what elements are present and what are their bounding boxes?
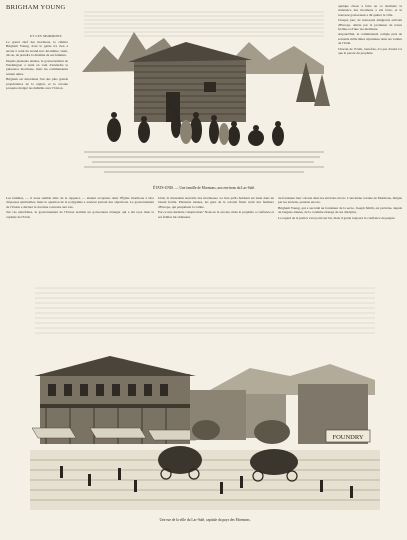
paragraph: Le regard de la justice s'est porté sur lui, mais il garde toujours la confiance du peuple. [278,215,396,220]
engraving-salt-lake-street-art [30,280,380,510]
bottom-figure-caption: Une rue de la ville du Lac-Salé, capitale du pays des Mormons. [159,518,251,522]
paragraph: Aujourd'hui, la communauté compte près de soixante mille âmes répandues dans les vallées de l'Utah. [338,32,402,46]
paragraph: Sur ces entrefaites, le gouvernement de l'Union nomma un gouverneur étranger qui a été reçu dans la capitale de l'Utah. [6,210,154,219]
page-header-title: BRIGHAM YOUNG [6,4,66,11]
top-figure-caption: ÉTATS-UNIS. — Une famille de Mormons, aux environs du Lac-Salé. [153,186,255,190]
engraving-mormon-family [74,2,334,184]
paragraph: Depuis plusieurs années, le gouvernement de Washington a tenté en vain d'atteindre la puissance mormone, mais les communautés restent unies. [6,58,68,76]
paragraph: Chaque jour, de nouveaux émigrants arrivent d'Europe, attirés par la promesse de terres fertiles et d'une vie meilleure. [338,18,402,32]
paragraph: Brigham Young, qui a succédé au fondateur de la secte, Joseph Smith, est prévenu, depuis de longues années, de la conduite étrange de ses disciples. [278,205,402,215]
paragraph: Utah, la Jérusalem nouvelle des mormones. Le lieu qu'ils habitent est situé dans un bassin fertile. Plusieurs années, les gens de la colonie firent venir des fermiers d'Europe, qui peuplèrent la vallée. [158,196,274,209]
paragraph: Les femmes, — il nous semble utile de le rappeler, — étaient acceptées dans l'Église mormone à titre d'épouses spirituelles; mais la question de la polygamie a soulevé partout des objections. Le gouvernement de l'Union a déclaré la doctrine contraire aux lois. [6,196,154,209]
right-lower-text-column [278,196,402,276]
engraving-mormon-family-art [74,2,334,184]
paragraph: Brigham est désormais l'un des plus grands propriétaires de la région, et la colonie prospère malgré les démêlés avec l'Union. [6,77,68,91]
engraving-salt-lake-street [30,280,380,510]
page-header-subtitle: ET LES MORMONS [30,34,62,38]
foundry-sign-text: FOUNDRY [332,434,364,441]
paragraph: quelque chose à faire en ce moment; la résistance des mormons a été forte, et le nouveau gouverneur a dû quitter la ville. [338,4,402,17]
paragraph: Le grand chef des mormons, le célèbre Brigham Young, dont le génie n'a rien à envier à celui du Grand-turc lui-même, vient, dit-on, de prendre la dixième de ses femmes. [6,40,68,58]
paragraph: Chacun de l'Utah, toutefois, n'a pas d'autre loi que la parole du prophète. [338,46,402,56]
center-lower-text-column [158,196,274,276]
paragraph: du fondateur leur colonie dans les environs du lac. L'ancienne colonie de Mormons, dirigée par les anciens, persiste encore. [278,196,402,205]
middle-lower-text-column [6,196,154,276]
paragraph: Est-ce une dernière conspiration? Nous ne le savons; mais le prophète a confiance et ses fidèles lui obéissent. [158,210,274,219]
right-text-column [338,4,402,200]
